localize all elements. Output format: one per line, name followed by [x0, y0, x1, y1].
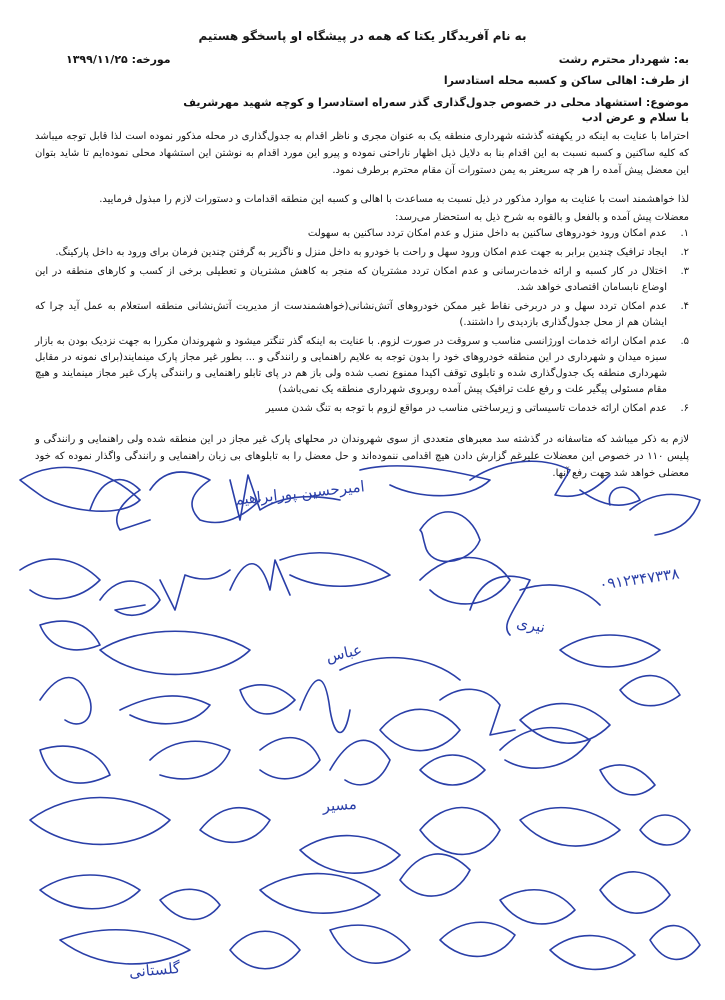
issue-item [35, 245, 689, 261]
issue-number: ۶. [680, 403, 689, 414]
signature-scribble [470, 461, 610, 496]
signature-name: امیرحسین پورابراهیم [233, 477, 366, 509]
signature-scribble [400, 854, 470, 896]
signature-scribble [260, 738, 320, 779]
request-paragraph: لذا خواهشمند است با عنایت به موارد مذکور در ذیل نسبت به مساعدت با اهالی و کسبه این منطقه اقدامات و دستورات لازم را مبذول فرمایید. [99, 194, 689, 205]
signature-name: مسیر [321, 794, 358, 816]
issue-item [35, 299, 689, 331]
signature-scribble [120, 696, 210, 724]
issue-item [35, 226, 689, 242]
signature-scribble [330, 925, 410, 963]
signature-scribble [420, 808, 500, 855]
signature-scribble [500, 890, 575, 924]
greeting: با سلام و عرض ادب [581, 111, 689, 124]
letter-title: به نام آفریدگار یکتا که همه در پیشگاه او پاسخگو هستیم [198, 29, 527, 43]
signature-scribble [240, 685, 295, 714]
signatures-area [0, 450, 725, 1000]
signature-scribble [340, 658, 460, 680]
signature-name: گلستانی [128, 958, 181, 982]
signature-scribble [300, 680, 350, 733]
signature-scribble [230, 931, 300, 969]
signature-scribble [40, 746, 110, 783]
signature-scribble [300, 836, 400, 874]
signature-scribble [230, 560, 290, 595]
letter-date: مورخه: ۱۳۹۹/۱۱/۲۵ [66, 53, 171, 66]
signature-scribble [20, 467, 140, 511]
signature-scribble [150, 741, 230, 779]
signature-scribble [100, 631, 250, 674]
signature-scribble [90, 480, 150, 530]
signature-scribble [260, 874, 380, 914]
handwritten-annotations [128, 477, 680, 981]
intro-paragraph: احتراما با عنایت به اینکه در یکهفته گذشته شهرداری منطقه یک به عنوان مجری و ناظر اقدام به جدول‌گذاری در محله مذکور نموده است لذا قابل توجه میباشد که کلیه ساکنین و کسبه نسبت به این اقدام بنا به دلایل ذیل اظهار ناراحتی نموده و پیرو این مورد اقدام به نوشتن این استشهاد محلی نموده‌ایم تا شاید بتوان این معضل پیش آمده را هر چه سریعتر به یمن دستورات آن مقام محترم برطرف نمود. [35, 131, 689, 176]
signature-name: نیری [515, 613, 547, 637]
signature-scribble [280, 553, 390, 586]
issue-text: عدم امکان ورود خودروهای ساکنین به داخل منزل و عدم امکان تردد ساکنین به سهولت [307, 228, 667, 239]
handwritten-signatures [20, 461, 700, 969]
signature-name: عباس [324, 640, 364, 666]
issue-text: عدم امکان ارائه خدمات تاسیساتی و زیرساختی مناسب در مواقع لزوم با توجه به تنگ شدن مسیر [265, 403, 667, 414]
signature-scribble [580, 487, 640, 505]
signature-scribble [40, 875, 140, 909]
signature-scribble [40, 678, 91, 724]
signature-scribble [360, 466, 490, 496]
issue-item [35, 401, 689, 417]
signature-scribble [330, 740, 390, 785]
signature-scribble [600, 872, 670, 913]
issues-intro: معضلات پیش آمده و بالفعل و بالقوه به شرح ذیل به استحضار می‌رسد: [394, 212, 689, 223]
signature-scribble [420, 512, 480, 562]
issue-text: ایجاد ترافیک چندین برابر به جهت عدم امکان ورود سهل و راحت با خودرو به داخل منزل و ناگزیر به گرفتن چندین فرمان برای ورود به داخل پارکینگ. [55, 247, 667, 258]
addressee: به: شهردار محترم رشت [558, 53, 689, 66]
phone-number: ۰۹۱۲۳۴۷۳۳۸ [598, 564, 681, 594]
signature-scribble [520, 808, 620, 846]
signature-scribble [520, 585, 600, 605]
signature-scribble [40, 621, 100, 650]
issue-number: ۱. [680, 228, 689, 239]
issue-text: عدم امکان تردد سهل و در دربرخی نقاط غیر ممکن خودروهای آتش‌نشانی(خواهشمندست از مدیریت آتش‌نشانی منطقه استعلام به عمل آید چرا که ایشان هم از محل جدول‌گذاری بازدیدی را داشتند.) [35, 301, 667, 328]
signature-scribble [160, 889, 220, 919]
signature-scribble [440, 922, 515, 956]
signature-scribble [650, 926, 700, 960]
issues-list [35, 226, 689, 420]
signature-scribble [160, 570, 230, 610]
signature-scribble [20, 559, 100, 599]
issue-number: ۳. [680, 266, 689, 277]
issue-number: ۴. [680, 301, 689, 312]
issue-item [35, 264, 689, 296]
signature-scribble [380, 709, 460, 750]
issue-number: ۵. [680, 336, 689, 347]
signature-scribble [550, 936, 635, 970]
signature-scribble [420, 558, 510, 604]
signature-scribble [200, 808, 270, 843]
signature-scribble [560, 635, 660, 667]
sender: از طرف: اهالی ساکن و کسبه محله استادسرا [443, 74, 689, 87]
issue-item [35, 334, 689, 398]
issue-text: اختلال در کار کسبه و ارائه خدمات‌رسانی و عدم امکان تردد مشتریان که منجر به کاهش مشتریان و تعطیلی برخی از کسب و کارهای منطقه در این اوضاع نابسامان اقتصادی خواهد شد. [35, 266, 667, 293]
signature-scribble [30, 798, 170, 845]
signature-scribble [420, 755, 485, 785]
signature-scribble [640, 815, 690, 845]
issue-text: عدم امکان ارائه خدمات اورژانسی مناسب و سروقت در صورت لزوم. با عنایت به اینکه گذر تنگتر میشود و شهروندان مکررا به جهت نزدیک بودن به بازار سبزه میدان و شهرداری در این منطقه خودروهای خود را بدون توجه به علایم راهنمایی و رانندگی و ... بطور غیر مجاز پارک مینمایند(برای نمونه در مقابل شهرداری منطقه یک جدول‌گذاری شده و تابلوی توقف اکیدا ممنوع نصب شده ولی باز هم در پای تابلو راهنمایی و رانندگی پارک غیر مجاز مینمایند و هیچ مقام مسئولی پیگیر علت و رفع علت ترافیک پیش آمده روبروی شهرداری منطقه یک نمی‌باشد) [35, 336, 667, 395]
signature-scribble [100, 581, 160, 615]
signature-scribble [620, 676, 680, 706]
signature-scribble [600, 765, 655, 795]
signature-scribble [440, 689, 515, 735]
signature-scribble [500, 728, 590, 769]
issue-number: ۲. [680, 247, 689, 258]
closing-paragraph: لازم به ذکر میباشد که متاسفانه در گذشته سد معبرهای متعددی از سوی شهروندان در محلهای پارک غیر مجاز در این منطقه شده ولی راهنمایی و رانندگی و پلیس ۱۱۰ در خصوص این معضلات علیرغم گزارش دادن هیچ اقدامی ننموده‌اند و حل معضل را به تابلوهای بی زبان راهنمایی و رانندگی واگذار نموده که خود معضلی خواهد شد جهت رفع آنها. [35, 434, 689, 479]
subject-line: موضوع: استشهاد محلی در خصوص جدول‌گذاری گذر سه‌راه استادسرا و کوچه شهید مهرشریف [183, 96, 689, 109]
signature-scribble [520, 704, 610, 744]
